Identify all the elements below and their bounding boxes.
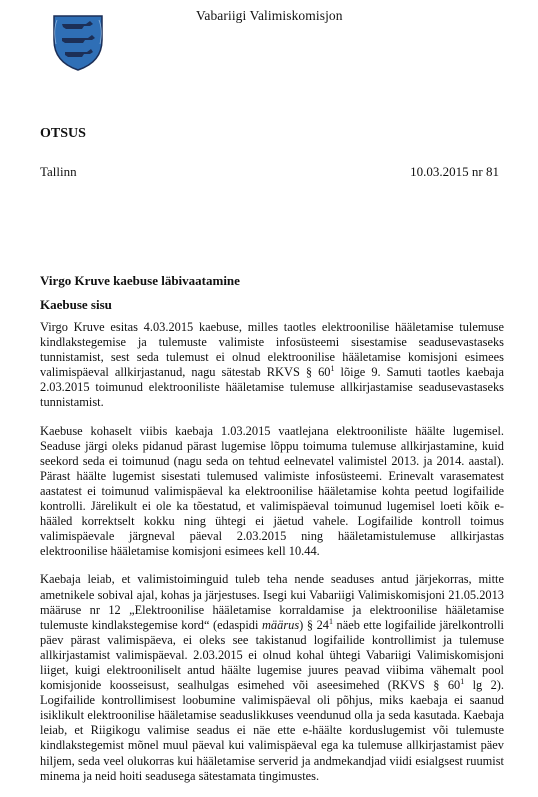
place: Tallinn xyxy=(40,164,77,179)
estonian-coat-of-arms-icon xyxy=(50,10,106,72)
document-body xyxy=(40,320,504,797)
institution-name: Vabariigi Valimiskomisjon xyxy=(196,8,343,23)
subject-heading: Virgo Kruve kaebuse läbivaatamine xyxy=(40,273,240,288)
paragraph-3: Kaebaja leiab, et valimistoiminguid tuleb teha nende seaduses antud järjekorras, mitte ametnikele sobival ajal, kohas ja järjestuses. Isegi kui Vabariigi Valimiskomisjoni 21.05.2013 määruse nr 12 „Elektroonilise hääletamise korraldamise ja elektroonilise hääletamise tulemuste kindlakstegemise kord“ (edaspidi määrus) § $24^1$ näeb ette logifailide järelkontrolli päev pärast valimispäeva, ei oleks see takistanud logifailide kontrollimist ja tulemuse allkirjastamist valimispäeval. 2.03.2015 ei olnud kohal ühtegi Vabariigi Valimiskomisjoni liiget, kuigi elektrooniliselt antud häälte lugemise juures peavad viibima vähemalt pool komisjonide koosseisust, sealhulgas esimehed või aseesimehed (RKVS § $60^1$ lg 2). Logifailide kontrollimisest loobumine valimispäeval oli põhjus, miks kaebaja ei saanud isiklikult elektroonilise hääletamise seaduslikkuses veendunud olla ja seda kasutada. Kaebaja leiab, et Riigikogu valimise seadus ei näe ette e-häälte korduslugemist või tulemuste kindlakstegemist mõnel muul päeval kui valimispäeval ega ka tulemuse allkirjastamist päev hiljem, seda veel olukorras kui hääletamise serverid ja andmekandjad viidi esialgsest ruumist minema ja neid hoiti seadusega sätestamata tingimustes. xyxy=(40,572,504,783)
date-and-number: 10.03.2015 nr 81 xyxy=(410,164,499,179)
decision-title: OTSUS xyxy=(40,126,86,141)
section-heading: Kaebuse sisu xyxy=(40,297,112,312)
paragraph-1: Virgo Kruve esitas 4.03.2015 kaebuse, milles taotles elektroonilise hääletamise tulemuse kindlakstegemise ja tulemuste valimiste infosüsteemi sisestamise seadusevastaseks tunnistamist, sest seda tulemust ei olnud elektroonilise hääletamise komisjoni esimees valimispäeval allkirjastanud, nagu sätestab RKVS § $60^1$ lõige 9. Samuti taotles kaebaja 2.03.2015 toimunud elektrooniliste hääletamise tulemuse allkirjastamise seadusevastaseks tunnistamist. xyxy=(40,320,504,410)
paragraph-2: Kaebuse kohaselt viibis kaebaja 1.03.2015 vaatlejana elektrooniliste häälte lugemisel. Seaduse järgi oleks pidanud pärast lugemise lõppu toimuma tulemuse allkirjastamine, kuid seekord seda ei toimunud (nagu seda on tehtud eelnevatel valimistel 2013. ja 2014. aastal). Pärast häälte lugemist sisestati tulemused valimiste infosüsteemi. Erinevalt varasematest aastatest ei toimunud valimispäeval ka elektroonilise hääletamise kohta peetud logifailide kontrolli. Järelikult ei ole ka tõestatud, et valimispäeval toimunud lugemisel loeti kõik e-hääled korrektselt kokku ning ühtegi ei jäetud vahele. Logifailide kontroll toimus valimispäevale järgneval päeval 2.03.2015 ning hääletamistulemuse allkirjastas elektroonilise hääletamise komisjoni esimees kell 10.44. xyxy=(40,423,504,559)
